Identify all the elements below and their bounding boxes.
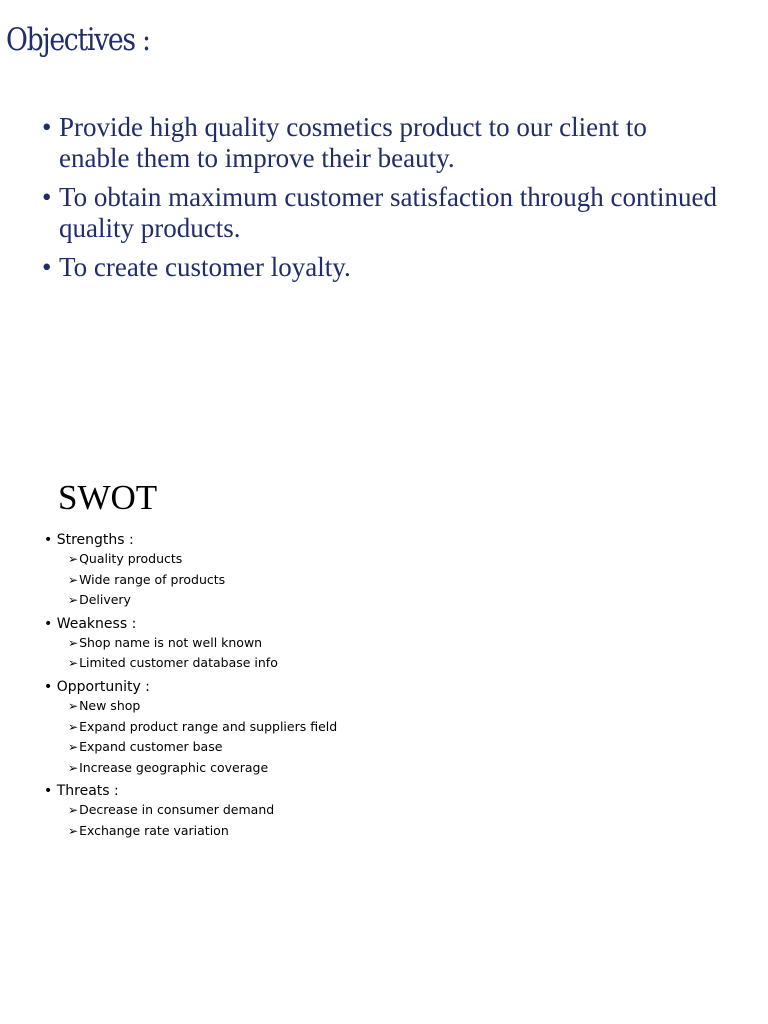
swot-category-weakness	[44, 615, 464, 633]
arrow-bullet-icon: ➢	[68, 740, 79, 755]
swot-title: SWOT	[58, 478, 158, 517]
arrow-bullet-icon: ➢	[68, 593, 79, 608]
swot-sub-item: ➢Quality products	[68, 551, 183, 566]
arrow-bullet-icon: ➢	[68, 719, 79, 734]
swot-category-opportunity	[44, 678, 464, 696]
category-label: Weakness :	[56, 615, 137, 632]
swot-sub-item: ➢Limited customer database info	[68, 655, 278, 671]
swot-sub-item: ➢Expand product range and suppliers field	[68, 718, 338, 734]
arrow-bullet-icon: ➢	[68, 698, 79, 713]
category-label: Strengths :	[56, 532, 134, 548]
objective-text: Provide high quality cosmetics product to our client to enable them to improve their beauty.	[59, 112, 647, 173]
arrow-bullet-icon: ➢	[68, 635, 79, 650]
objective-text: To create customer loyalty.	[59, 252, 351, 282]
swot-sub-item: ➢Shop name is not well known	[68, 634, 263, 650]
objectives-list	[42, 112, 722, 291]
arrow-bullet-icon: ➢	[68, 760, 79, 775]
category-label: Threats :	[56, 783, 119, 800]
objective-item	[42, 112, 722, 174]
swot-sub-item: ➢Exchange rate variation	[68, 822, 229, 838]
arrow-bullet-icon: ➢	[68, 656, 79, 671]
swot-sub-item: ➢New shop	[68, 697, 141, 713]
swot-category-threats	[44, 782, 464, 800]
swot-list	[44, 531, 464, 842]
swot-sub-item: ➢Increase geographic coverage	[68, 759, 269, 775]
category-label: Opportunity :	[56, 678, 150, 695]
swot-category-strengths	[44, 531, 464, 549]
objective-text: To obtain maximum customer satisfaction through continued quality products.	[59, 182, 717, 243]
arrow-bullet-icon: ➢	[68, 572, 79, 587]
arrow-bullet-icon: ➢	[68, 823, 79, 838]
arrow-bullet-icon: ➢	[68, 552, 79, 566]
bullet-icon: •	[42, 182, 52, 212]
objectives-title: Objectives :	[6, 22, 150, 58]
swot-sub-item: ➢Expand customer base	[68, 739, 223, 755]
bullet-icon: •	[44, 678, 57, 695]
bullet-icon: •	[44, 532, 57, 548]
bullet-icon: •	[44, 783, 57, 800]
objective-item	[42, 252, 722, 283]
arrow-bullet-icon: ➢	[68, 803, 79, 818]
bullet-icon: •	[42, 112, 52, 142]
bullet-icon: •	[44, 615, 57, 632]
swot-sub-item: ➢Decrease in consumer demand	[68, 802, 275, 818]
swot-sub-item: ➢Delivery	[68, 592, 131, 608]
bullet-icon: •	[42, 252, 52, 282]
swot-sub-item: ➢Wide range of products	[68, 571, 226, 587]
objective-item	[42, 182, 722, 244]
